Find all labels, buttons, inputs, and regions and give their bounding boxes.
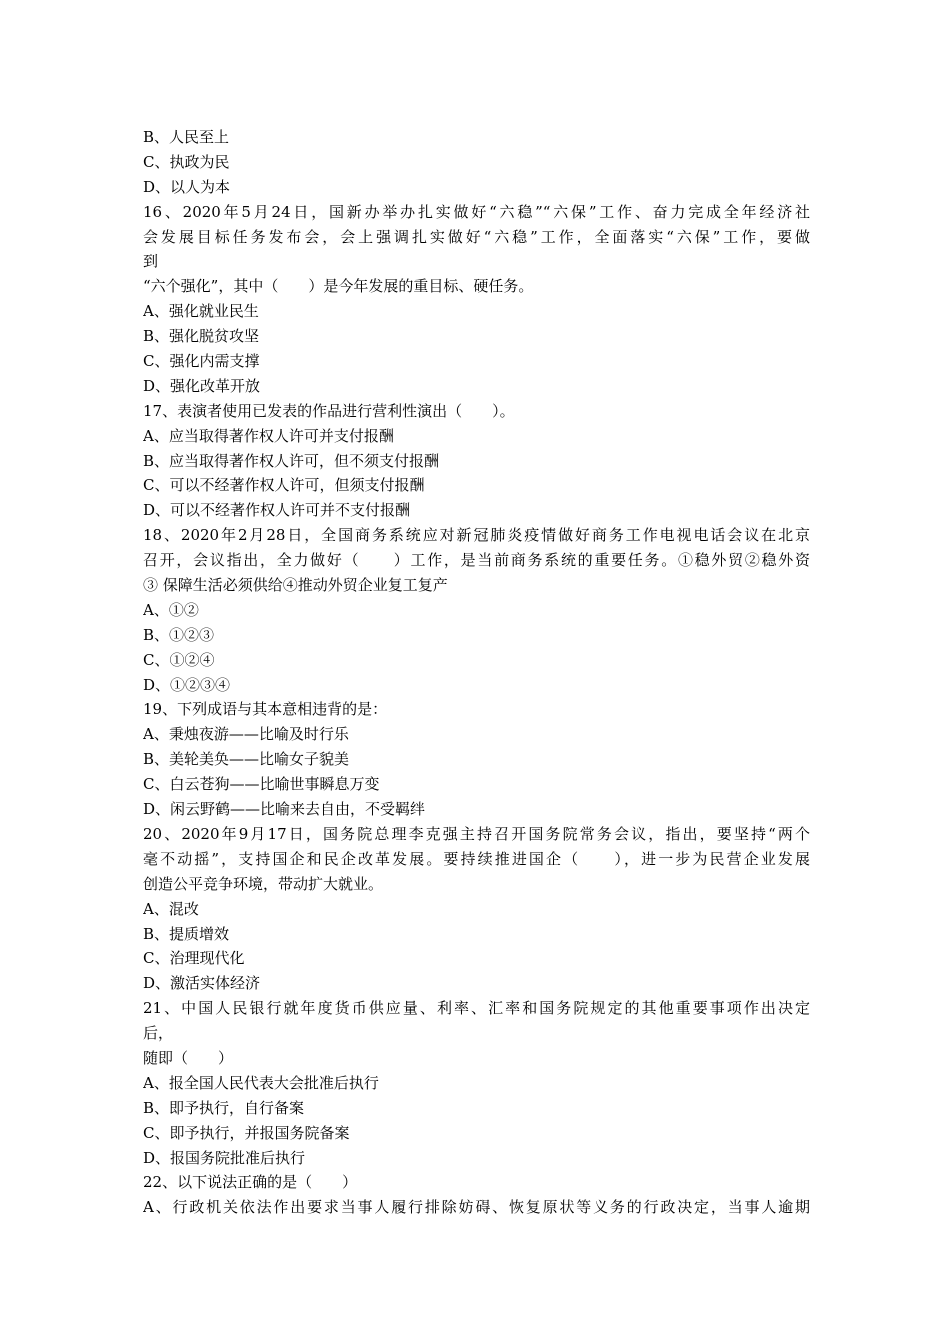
- option-a-line: A、报全国人民代表大会批准后执行: [143, 1073, 379, 1092]
- option-c-line: C、治理现代化: [143, 949, 245, 968]
- option-a-line: A、强化就业民生: [143, 302, 259, 321]
- option-b-line: B、强化脱贫攻坚: [143, 327, 260, 346]
- option-d-line: D、报国务院批准后执行: [143, 1148, 306, 1167]
- question-16-line-3: 到: [143, 252, 159, 271]
- option-c-line: C、执政为民: [143, 152, 230, 171]
- question-16-line-2: 会发展目标任务发布会，会上强调扎实做好“六稳”工作，全面落实“六保”工作，要做: [143, 227, 810, 246]
- option-a-line: A、应当取得著作权人许可并支付报酬: [143, 426, 394, 445]
- option-c-line: C、可以不经著作权人许可，但须支付报酬: [143, 476, 425, 495]
- option-d-line: D、①②③④: [143, 675, 231, 694]
- question-17-line-1: 17、表演者使用已发表的作品进行营利性演出（ ）。: [143, 401, 515, 420]
- option-d-line: D、激活实体经济: [143, 974, 261, 993]
- document-page: [143, 125, 810, 1220]
- option-b-line: B、提质增效: [143, 924, 230, 943]
- question-21-line-1: 21、中国人民银行就年度货币供应量、利率、汇率和国务院规定的其他重要事项作出决定: [143, 999, 810, 1018]
- question-20-line-2: 毫不动摇”，支持国企和民企改革发展。要持续推进国企（ ），进一步为民营企业发展: [143, 849, 810, 868]
- option-a-line: A、秉烛夜游——比喻及时行乐: [143, 725, 349, 744]
- option-b-line: B、即予执行，自行备案: [143, 1098, 305, 1117]
- option-a-line: A、行政机关依法作出要求当事人履行排除妨碍、恢复原状等义务的行政决定，当事人逾期: [143, 1198, 810, 1217]
- question-21-line-3: 随即（ ）: [143, 1048, 234, 1067]
- question-19-line-1: 19、下列成语与其本意相违背的是：: [143, 700, 388, 719]
- option-d-line: D、可以不经著作权人许可并不支付报酬: [143, 501, 411, 520]
- question-18-line-2: 召开，会议指出，全力做好（ ）工作，是当前商务系统的重要任务。①稳外贸②稳外资: [143, 551, 810, 570]
- option-c-line: C、强化内需支撑: [143, 352, 260, 371]
- option-d-line: D、以人为本: [143, 177, 231, 196]
- option-b-line: B、人民至上: [143, 128, 230, 146]
- question-21-line-2: 后，: [143, 1024, 174, 1043]
- option-b-line: B、①②③: [143, 625, 215, 644]
- option-c-line: C、即予执行，并报国务院备案: [143, 1123, 350, 1142]
- question-16-line-4: “六个强化”，其中（ ）是今年发展的重目标、硬任务。: [143, 277, 534, 296]
- question-22-line-1: 22、以下说法正确的是（ ）: [143, 1173, 358, 1192]
- question-18-line-3: ③ 保障生活必须供给④推动外贸企业复工复产: [143, 576, 448, 595]
- option-c-line: C、①②④: [143, 650, 215, 669]
- question-18-line-1: 18、2020年2月28日，全国商务系统应对新冠肺炎疫情做好商务工作电视电话会议在北京: [143, 526, 810, 545]
- option-b-line: B、美轮美奂——比喻女子貌美: [143, 750, 350, 769]
- option-a-line: A、①②: [143, 600, 199, 619]
- question-20-line-1: 20、2020年9月17日，国务院总理李克强主持召开国务院常务会议，指出，要坚持“两个: [143, 824, 810, 843]
- question-16-line-1: 16、2020年5月24日，国新办举办扎实做好“六稳”“六保”工作、奋力完成全年经济社: [143, 202, 810, 221]
- option-c-line: C、白云苍狗——比喻世事瞬息万变: [143, 775, 380, 794]
- option-b-line: B、应当取得著作权人许可，但不须支付报酬: [143, 451, 440, 470]
- option-a-line: A、混改: [143, 899, 199, 918]
- question-20-line-3: 创造公平竞争环境，带动扩大就业。: [143, 874, 384, 893]
- option-d-line: D、强化改革开放: [143, 376, 261, 395]
- option-d-line: D、闲云野鹤——比喻来去自由，不受羁绊: [143, 800, 426, 819]
